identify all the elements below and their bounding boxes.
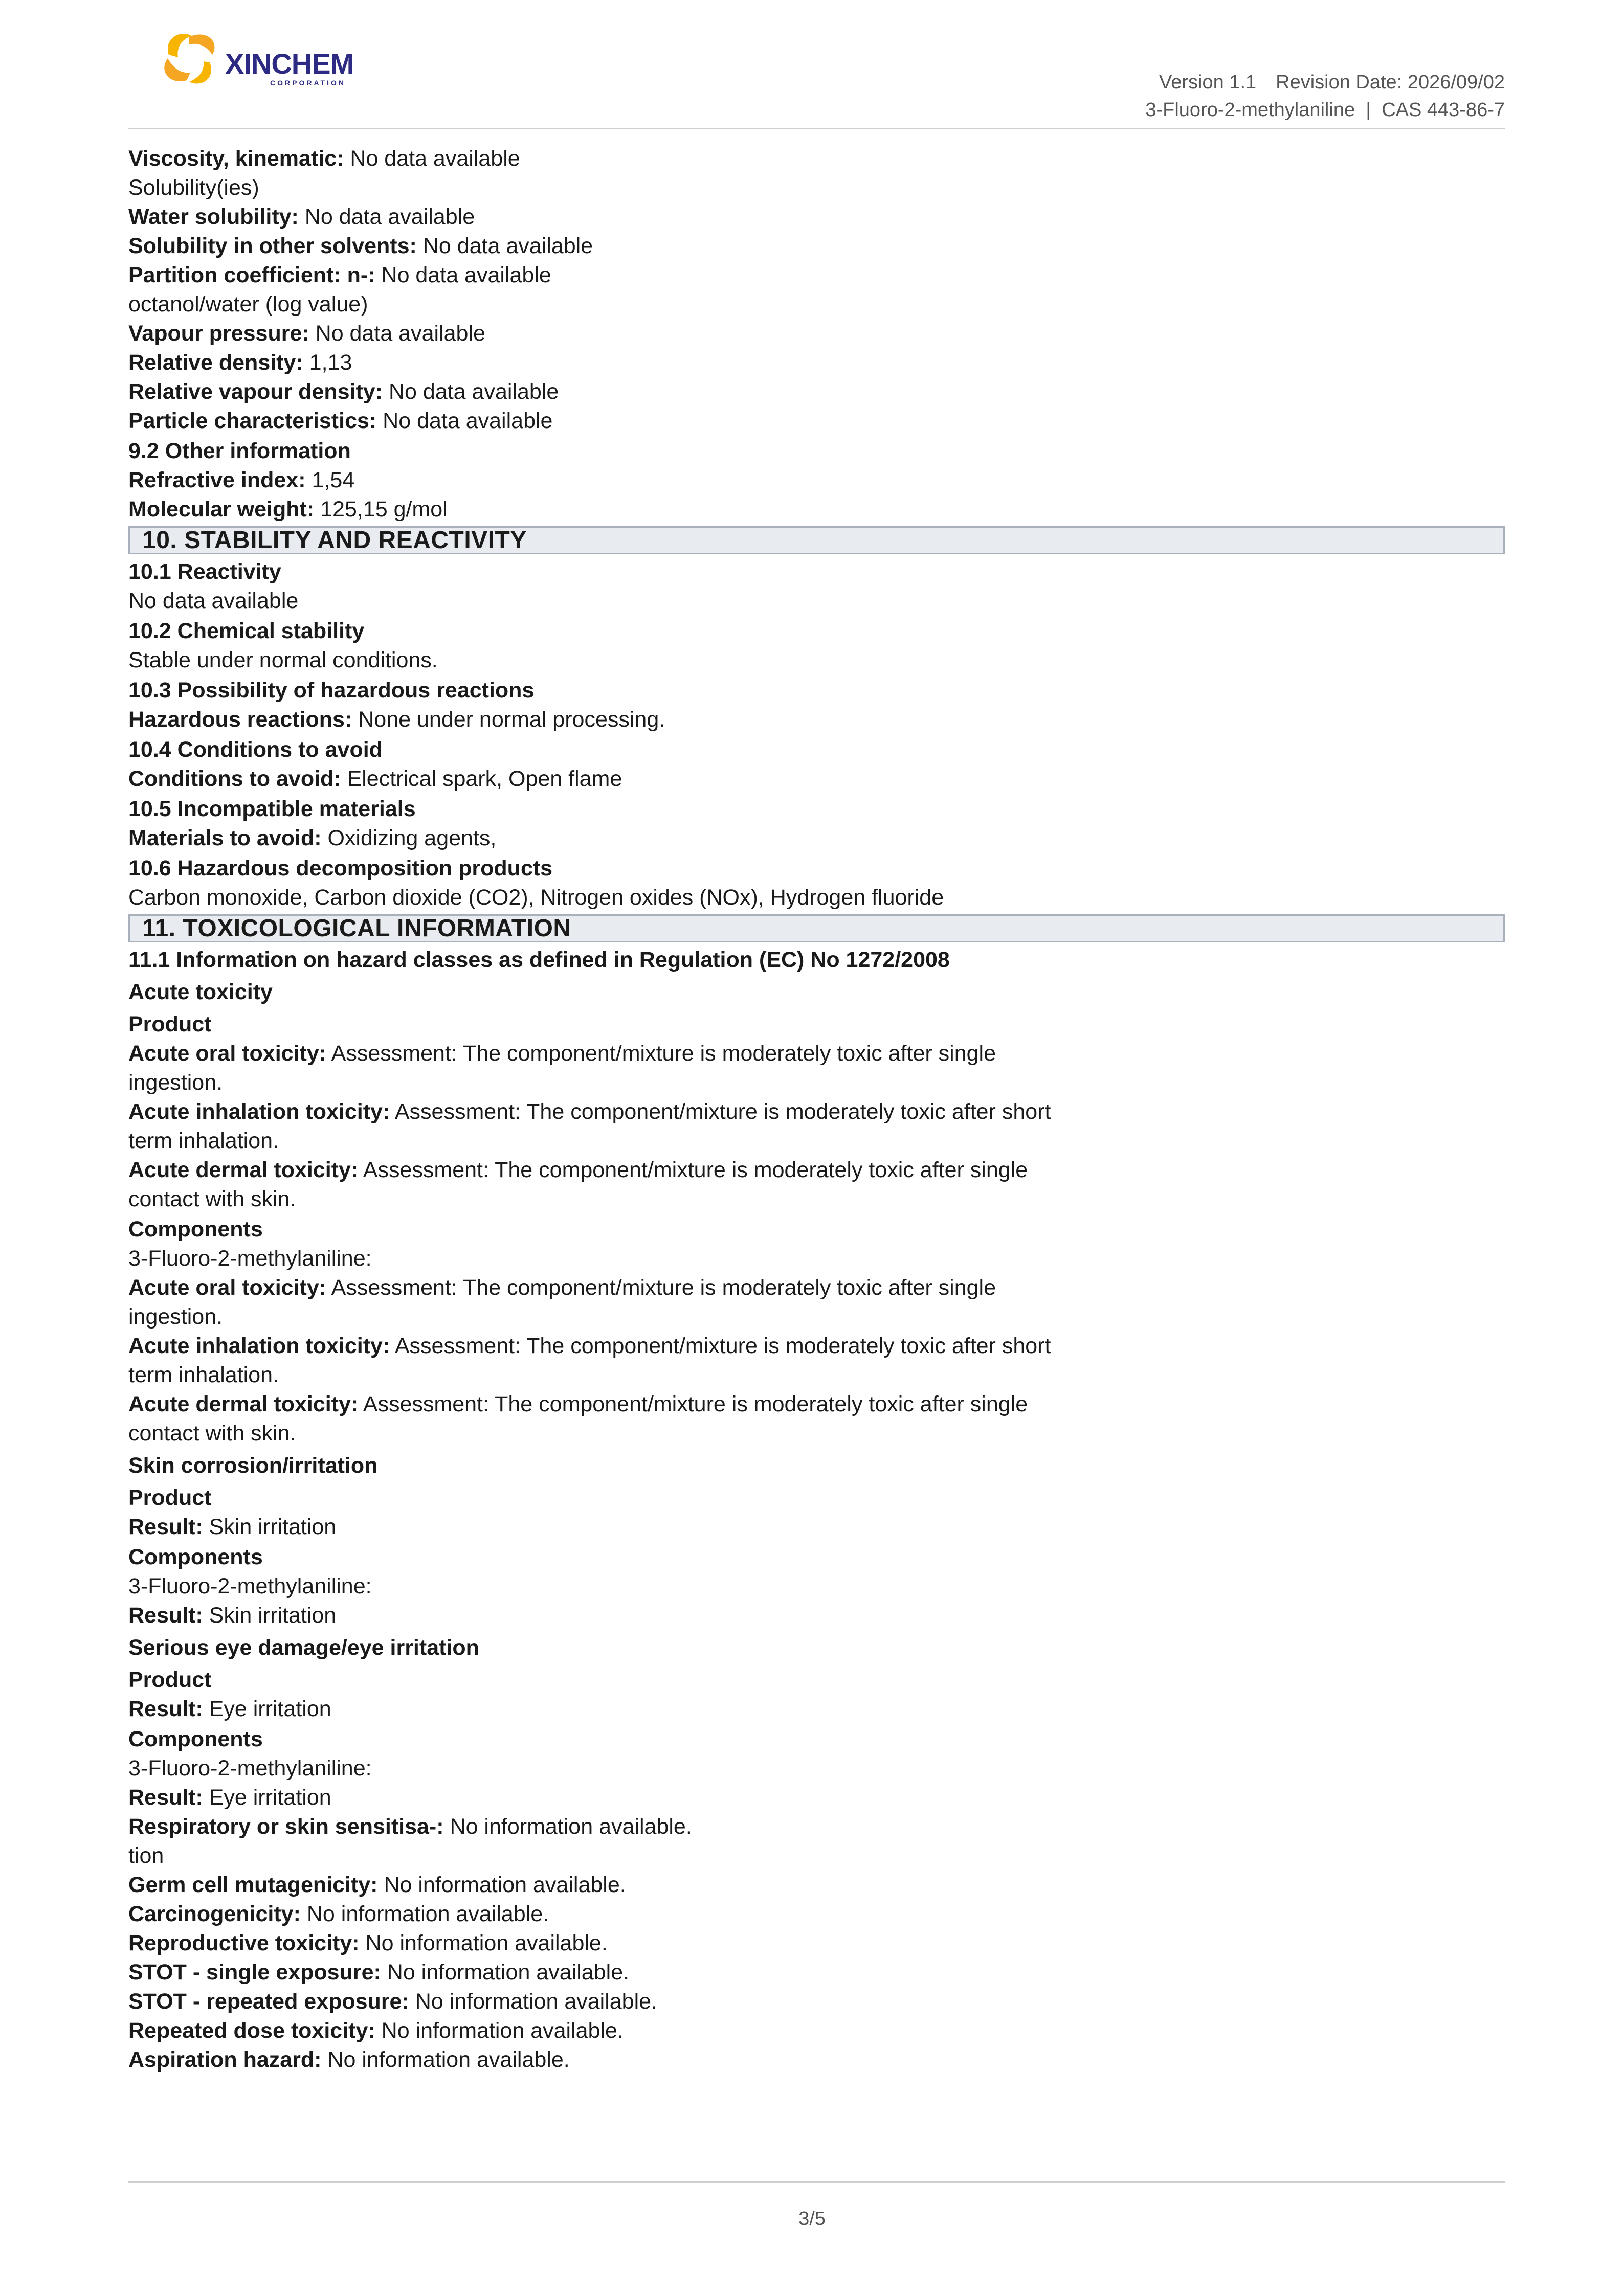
subheading-incompatible: 10.5 Incompatible materials xyxy=(128,797,416,821)
product-acute-inhalation-cont: term inhalation. xyxy=(128,1129,279,1153)
stability-text: Stable under normal conditions. xyxy=(128,648,438,672)
component-acute-dermal-cont: contact with skin. xyxy=(128,1421,296,1446)
prop-partition-cont: octanol/water (log value) xyxy=(128,292,368,317)
respiratory-sensitisation-cont: tion xyxy=(128,1843,164,1868)
product-eye-result: Result: Eye irritation xyxy=(128,1697,331,1721)
subheading-other-info: 9.2 Other information xyxy=(128,439,351,463)
label-product: Product xyxy=(128,1668,212,1692)
decomposition-text: Carbon monoxide, Carbon dioxide (CO2), Nitrogen oxides (NOx), Hydrogen fluoride xyxy=(128,885,944,910)
respiratory-sensitisation: Respiratory or skin sensitisa-: No information available. xyxy=(128,1814,692,1839)
content xyxy=(128,144,1505,2075)
reproductive-toxicity: Reproductive toxicity: No information available. xyxy=(128,1931,608,1955)
component-acute-oral: Acute oral toxicity: Assessment: The component/mixture is moderately toxic after single xyxy=(128,1275,996,1300)
label-product: Product xyxy=(128,1485,212,1510)
logo-wordmark: XINCHEM xyxy=(225,48,354,80)
version: Version 1.1 xyxy=(1159,72,1257,93)
component-name: 3-Fluoro-2-methylaniline: xyxy=(128,1246,372,1271)
prop-solubilities: Solubility(ies) xyxy=(128,175,259,200)
materials-to-avoid: Materials to avoid: Oxidizing agents, xyxy=(128,826,497,850)
subheading-reactivity: 10.1 Reactivity xyxy=(128,559,281,584)
product-acute-dermal: Acute dermal toxicity: Assessment: The component/mixture is moderately toxic after single xyxy=(128,1158,1028,1182)
prop-refractive-index: Refractive index: 1,54 xyxy=(128,468,355,492)
prop-partition: Partition coefficient: n-: No data available xyxy=(128,263,551,287)
hazardous-reactions: Hazardous reactions: None under normal processing. xyxy=(128,707,665,732)
revision-date: Revision Date: 2026/09/02 xyxy=(1276,72,1505,93)
label-components: Components xyxy=(128,1545,263,1569)
component-skin-result: Result: Skin irritation xyxy=(128,1603,337,1628)
product-acute-dermal-cont: contact with skin. xyxy=(128,1187,296,1211)
company-logo xyxy=(159,27,353,91)
product-acute-oral: Acute oral toxicity: Assessment: The component/mixture is moderately toxic after single xyxy=(128,1041,996,1066)
footer-divider xyxy=(128,2181,1505,2183)
germ-cell-mutagenicity: Germ cell mutagenicity: No information available. xyxy=(128,1873,626,1897)
component-acute-inhalation-cont: term inhalation. xyxy=(128,1363,279,1387)
product-identifier: 3-Fluoro-2-methylaniline | CAS 443-86-7 xyxy=(1145,99,1505,121)
prop-other-solvents: Solubility in other solvents: No data available xyxy=(128,234,593,258)
product-acute-oral-cont: ingestion. xyxy=(128,1070,223,1095)
stot-repeated: STOT - repeated exposure: No information available. xyxy=(128,1989,657,2014)
prop-molecular-weight: Molecular weight: 125,15 g/mol xyxy=(128,497,448,522)
header-divider xyxy=(128,128,1505,129)
component-acute-dermal: Acute dermal toxicity: Assessment: The component/mixture is moderately toxic after single xyxy=(128,1392,1028,1416)
label-components: Components xyxy=(128,1217,263,1242)
subheading-chemical-stability: 10.2 Chemical stability xyxy=(128,619,365,643)
aspiration-hazard: Aspiration hazard: No information available. xyxy=(128,2047,570,2072)
page-number: 3/5 xyxy=(798,2208,826,2230)
label-components: Components xyxy=(128,1727,263,1751)
logo-swirl-icon xyxy=(159,27,225,91)
product-skin-result: Result: Skin irritation xyxy=(128,1515,337,1539)
subheading-decomposition: 10.6 Hazardous decomposition products xyxy=(128,856,553,881)
product-acute-inhalation: Acute inhalation toxicity: Assessment: The component/mixture is moderately toxic after short xyxy=(128,1099,1051,1124)
prop-viscosity: Viscosity, kinematic: No data available xyxy=(128,146,520,171)
prop-relative-vapour-density: Relative vapour density: No data available xyxy=(128,379,559,404)
label-product: Product xyxy=(128,1012,212,1037)
prop-water-solubility: Water solubility: No data available xyxy=(128,205,475,229)
repeated-dose-toxicity: Repeated dose toxicity: No information available. xyxy=(128,2018,624,2043)
prop-particle: Particle characteristics: No data available xyxy=(128,409,553,433)
subheading-conditions: 10.4 Conditions to avoid xyxy=(128,737,383,762)
reactivity-text: No data available xyxy=(128,589,299,613)
subheading-eye-damage: Serious eye damage/eye irritation xyxy=(128,1635,479,1660)
carcinogenicity: Carcinogenicity: No information available. xyxy=(128,1902,549,1926)
component-name: 3-Fluoro-2-methylaniline: xyxy=(128,1756,372,1781)
component-acute-inhalation: Acute inhalation toxicity: Assessment: The component/mixture is moderately toxic after short xyxy=(128,1334,1051,1358)
subheading-acute-toxicity: Acute toxicity xyxy=(128,980,273,1004)
component-acute-oral-cont: ingestion. xyxy=(128,1304,223,1329)
section-10-heading: 10. STABILITY AND REACTIVITY xyxy=(128,526,1505,554)
logo-subtext: CORPORATION xyxy=(270,79,346,87)
conditions-to-avoid: Conditions to avoid: Electrical spark, Open flame xyxy=(128,767,622,791)
component-eye-result: Result: Eye irritation xyxy=(128,1785,331,1810)
subheading-hazard-classes: 11.1 Information on hazard classes as defined in Regulation (EC) No 1272/2008 xyxy=(128,948,950,972)
section-11-heading: 11. TOXICOLOGICAL INFORMATION xyxy=(128,914,1505,942)
subheading-hazardous-reactions: 10.3 Possibility of hazardous reactions xyxy=(128,678,535,703)
subheading-skin-corrosion: Skin corrosion/irritation xyxy=(128,1453,378,1478)
prop-relative-density: Relative density: 1,13 xyxy=(128,350,352,375)
stot-single: STOT - single exposure: No information available. xyxy=(128,1960,630,1985)
component-name: 3-Fluoro-2-methylaniline: xyxy=(128,1574,372,1599)
document-meta xyxy=(1145,69,1505,124)
prop-vapour-pressure: Vapour pressure: No data available xyxy=(128,321,485,346)
